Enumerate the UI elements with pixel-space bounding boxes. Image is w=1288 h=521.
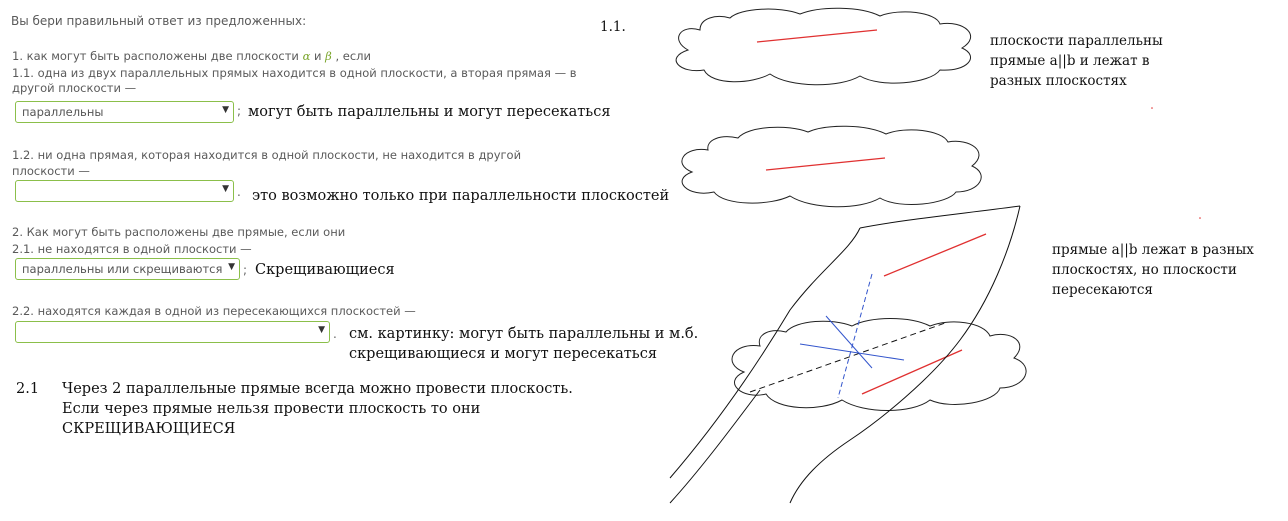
caption-1-line2: прямые a||b и лежат в bbox=[990, 53, 1150, 69]
chevron-down-icon: ▼ bbox=[222, 184, 229, 194]
bent-plane-top-edge bbox=[860, 206, 1020, 228]
note-line2: Если через прямые нельзя провести плоскость то они bbox=[62, 401, 481, 417]
q2-item1-text-line1: 2.1. не находятся в одной плоскости — bbox=[12, 242, 252, 256]
q2-item2-dot: . bbox=[333, 327, 337, 341]
q1-item1-text-line2: другой плоскости — bbox=[12, 81, 137, 95]
red-speck bbox=[1199, 217, 1201, 219]
q1-item1-semicolon: ; bbox=[237, 104, 242, 118]
plane-cloud-middle bbox=[682, 126, 981, 207]
line-b-middle bbox=[766, 158, 885, 170]
bent-plane-right-edge bbox=[790, 206, 1020, 503]
blue-line-diagonal bbox=[826, 316, 872, 368]
caption-1-line1: плоскости параллельны bbox=[990, 33, 1163, 49]
q1-item2-answer: это возможно только при параллельности плоскостей bbox=[252, 188, 670, 204]
q1-item2-dot: . bbox=[237, 185, 241, 199]
q1-item1-select-value: параллельны bbox=[22, 105, 104, 119]
q2-item2-answer-line1: см. картинку: могут быть параллельны и м.б. bbox=[349, 326, 699, 342]
chevron-down-icon: ▼ bbox=[222, 105, 229, 115]
instruction: Вы бери правильный ответ из предложенных: bbox=[11, 14, 307, 28]
question-2-heading: 2. Как могут быть расположены две прямые, если они bbox=[12, 225, 346, 239]
q2-item2-text-line1: 2.2. находятся каждая в одной из пересекающихся плоскостей — bbox=[12, 304, 416, 318]
note-line3: СКРЕЩИВАЮЩИЕСЯ bbox=[62, 421, 236, 437]
intersection-line-dashed bbox=[750, 322, 948, 392]
note-line1: Через 2 параллельные прямые всегда можно провести плоскость. bbox=[62, 381, 573, 397]
line-a-top bbox=[757, 30, 877, 42]
caption-2-line1: прямые a||b лежат в разных bbox=[1052, 242, 1254, 258]
q1-item1-answer: могут быть параллельны и могут пересекаться bbox=[248, 104, 611, 120]
caption-2-line3: пересекаются bbox=[1052, 282, 1153, 298]
caption-1-line3: разных плоскостях bbox=[990, 73, 1127, 89]
q1-heading-and: и bbox=[314, 49, 322, 63]
line-a-slanted bbox=[884, 234, 986, 276]
q2-item1-select-value: параллельны или скрещиваются bbox=[22, 262, 223, 276]
caption-2-line2: плоскостях, но плоскости bbox=[1052, 262, 1237, 278]
bent-plane-outline bbox=[670, 228, 860, 478]
q1-item2-text-line1: 1.2. ни одна прямая, которая находится в одной плоскости, не находится в другой bbox=[12, 148, 522, 162]
q1-heading-pre: 1. как могут быть расположены две плоскости bbox=[12, 49, 299, 63]
q1-item1-text-line1: 1.1. одна из двух параллельных прямых находится в одной плоскости, а вторая прямая — в bbox=[12, 66, 577, 80]
q2-item1-semicolon: ; bbox=[243, 263, 248, 277]
beta-symbol: β bbox=[325, 49, 332, 63]
alpha-symbol: α bbox=[302, 49, 311, 63]
q2-item1-answer: Скрещивающиеся bbox=[255, 262, 395, 278]
q2-item2-answer-line2: скрещивающиеся и могут пересекаться bbox=[349, 346, 657, 362]
q1-heading-post: , если bbox=[335, 49, 371, 63]
note-number: 2.1 bbox=[16, 381, 40, 397]
red-speck bbox=[1151, 107, 1153, 109]
drawing-label: 1.1. bbox=[600, 19, 626, 35]
q1-item2-text-line2: плоскости — bbox=[12, 164, 90, 178]
chevron-down-icon: ▼ bbox=[318, 325, 325, 335]
plane-cloud-top bbox=[676, 8, 970, 85]
chevron-down-icon: ▼ bbox=[228, 262, 235, 272]
bent-plane-lower-left bbox=[670, 390, 760, 503]
